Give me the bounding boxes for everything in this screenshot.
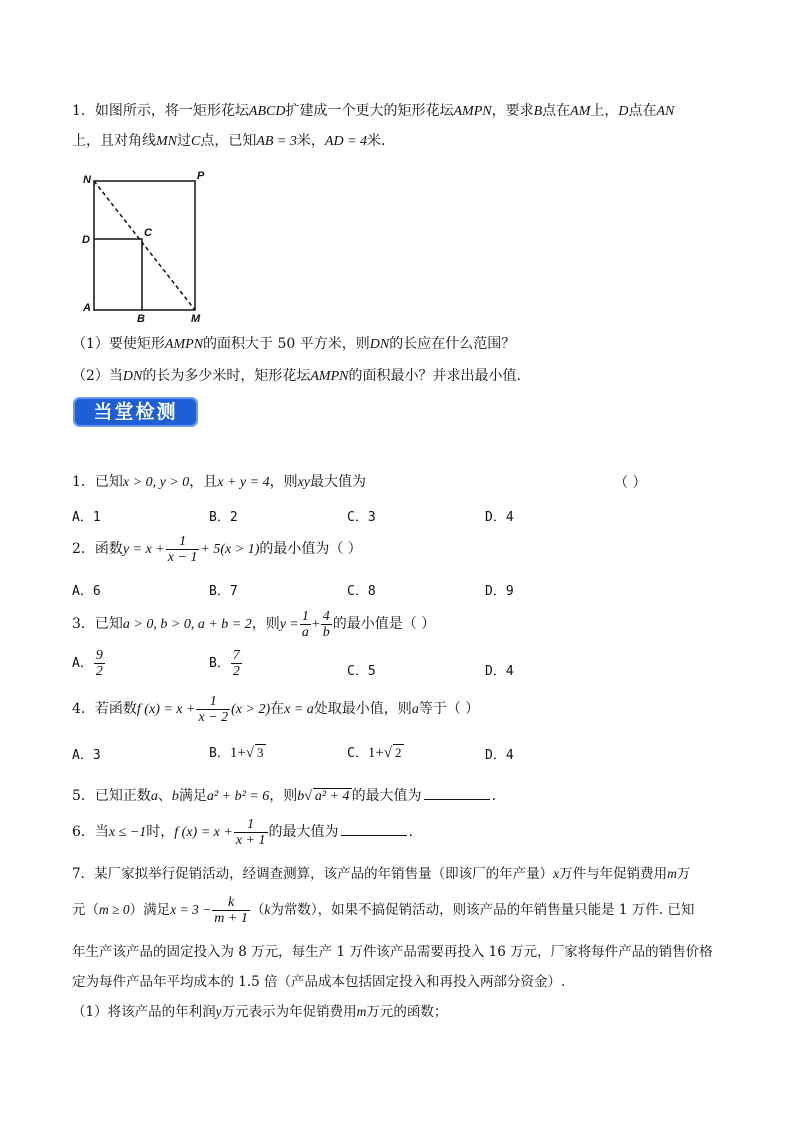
fraction: $\frac{9}{2}$ <box>95 648 103 679</box>
fraction: $\frac{1}{x - 1}$ <box>167 533 198 565</box>
question-7-sub1: （1）将该产品的年利润y万元表示为年促销费用m万元的函数； <box>72 1004 448 1020</box>
option-a: A．6 <box>72 584 101 599</box>
question-6: 6．当x ≤ −1时，f (x) = x + $\frac{1}{x + 1}$ 的最大值为 . <box>72 816 413 848</box>
option-a: A． $\frac{9}{2}$ <box>72 648 103 679</box>
fraction: $\frac{7}{2}$ <box>232 648 240 679</box>
option-a: A．3 <box>72 748 101 763</box>
fraction: $\frac{4}{b}$ <box>322 608 330 640</box>
option-d: D．4 <box>485 510 514 525</box>
option-d: D．4 <box>485 748 514 763</box>
question-3: 3．已知a > 0, b > 0, a + b = 2，则y = $\frac{1}{a}$ + $\frac{4}{b}$ 的最小值是（ ） <box>72 608 436 640</box>
question-7-line3: 年生产该产品的固定投入为 8 万元，每生产 1 万件该产品需要再投入 16 万元，厂家将每件产品的销售价格 <box>72 944 713 960</box>
label-c: C <box>144 227 152 239</box>
option-d: D．4 <box>485 664 514 679</box>
label-a: A <box>83 302 91 314</box>
answer-paren: （ ） <box>614 475 647 491</box>
answer-blank[interactable] <box>424 785 490 800</box>
intro-q1-line2: 上，且对角线MN过C点，已知AB = 3米，AD = 4米. <box>72 133 386 149</box>
option-c: C．1+√ 2 <box>347 745 402 761</box>
fraction: $\frac{1}{a}$ <box>301 608 309 640</box>
option-b: B．7 <box>209 584 238 599</box>
intro-sub1: （1）要使矩形AMPN的面积大于 50 平方米，则DN的长应在什么范围？ <box>72 336 516 352</box>
question-1: 1．已知x > 0, y > 0，且x + y = 4，则xy最大值为 <box>72 474 367 490</box>
label-d: D <box>82 234 90 246</box>
question-7-line2: 元（m ≥ 0）满足x = 3 − $\frac{k}{m + 1}$ （k为常数），如果不搞促销活动，则该产品的年销售量只能是 1 万件. 已知 <box>72 895 695 926</box>
rectangle-diagram <box>78 165 218 325</box>
question-4: 4．若函数f (x) = x + $\frac{1}{x - 2}$ (x > 2)在x = a处取最小值，则a等于（ ） <box>72 693 480 725</box>
section-badge: 当堂检测 <box>73 397 198 427</box>
label-n: N <box>83 174 91 186</box>
option-b: B．1+√ 3 <box>209 745 264 761</box>
question-5: 5．已知正数a、b满足a² + b² = 6，则b√ a² + 4 的最大值为 . <box>72 785 496 807</box>
label-b: B <box>137 313 145 325</box>
option-d: D．9 <box>485 584 514 599</box>
question-7-line1: 7．某厂家拟举行促销活动，经调查测算，该产品的年销售量（即该厂的年产量）x万件与年促销费用m万 <box>72 866 691 882</box>
answer-blank[interactable] <box>341 821 407 836</box>
intro-q1-line1: 1．如图所示，将一矩形花坛ABCD扩建成一个更大的矩形花坛AMPN，要求B点在AM上，D点在AN <box>72 103 675 119</box>
option-b: B． $\frac{7}{2}$ <box>209 648 240 679</box>
fraction: $\frac{k}{m + 1}$ <box>214 895 248 926</box>
label-p: P <box>197 170 205 182</box>
question-7-line4: 定为每件产品年平均成本的 1.5 倍（产品成本包括固定投入和再投入两部分资金）. <box>72 974 566 990</box>
intro-sub2: （2）当DN的长为多少米时，矩形花坛AMPN的面积最小？并求出最小值. <box>72 368 521 384</box>
option-c: C．5 <box>347 664 376 679</box>
q-number: 1． <box>72 103 95 119</box>
inner-rectangle-abcd <box>94 239 142 310</box>
option-a: A．1 <box>72 510 101 525</box>
fraction: $\frac{1}{x + 1}$ <box>235 816 266 848</box>
option-c: C．3 <box>347 510 376 525</box>
label-m: M <box>191 313 201 325</box>
option-c: C．8 <box>347 584 376 599</box>
question-2: 2．函数y = x + $\frac{1}{x - 1}$ + 5(x > 1)的最小值为（ ） <box>72 533 362 565</box>
option-b: B．2 <box>209 510 238 525</box>
fraction: $\frac{1}{x - 2}$ <box>198 693 229 725</box>
diagonal-mn <box>94 181 195 310</box>
